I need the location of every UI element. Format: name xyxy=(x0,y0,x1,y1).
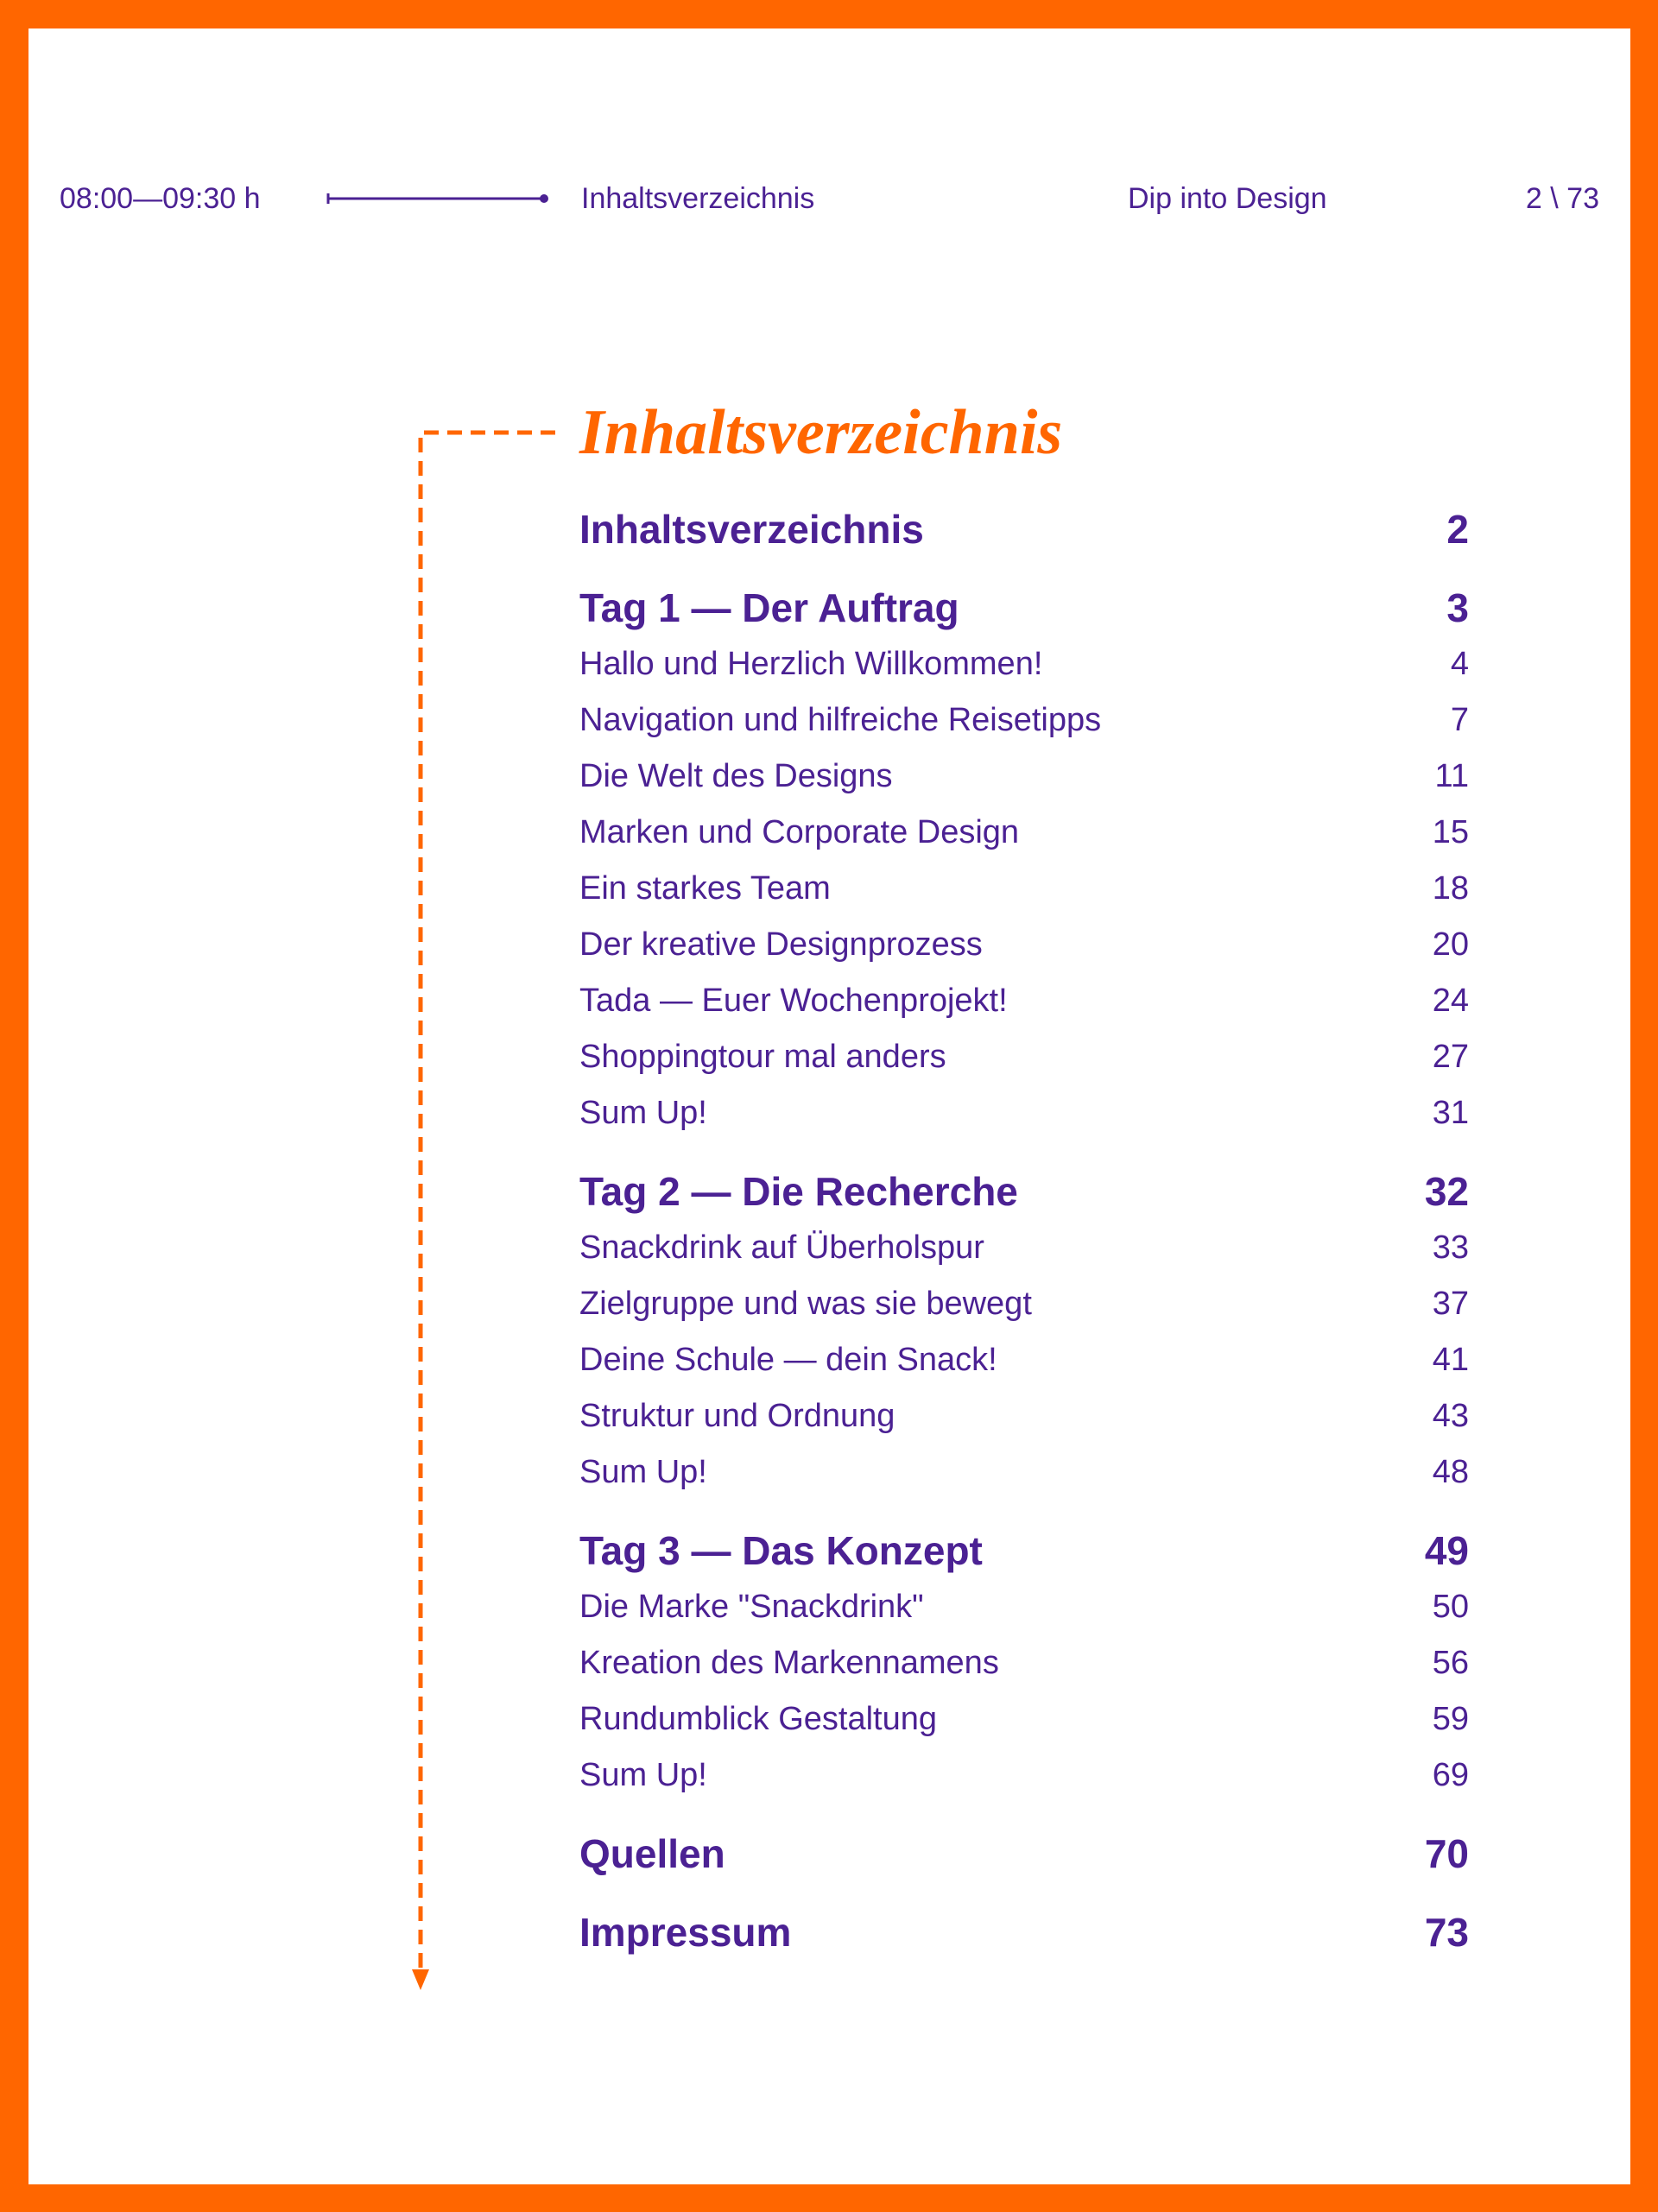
toc-entry-row xyxy=(579,749,1469,805)
toc-entry-page-number: 70 xyxy=(1424,1831,1469,1876)
toc-entry-page-number: 59 xyxy=(1432,1701,1469,1737)
toc-chapter-row xyxy=(579,1523,1469,1579)
toc-entry-page-number: 11 xyxy=(1434,758,1469,794)
toc-entry-page-number: 33 xyxy=(1432,1229,1469,1266)
toc-entry-page-number: 4 xyxy=(1450,646,1469,682)
toc-entry-label: Kreation des Markennamens xyxy=(579,1645,999,1681)
toc-entry-row xyxy=(579,1388,1469,1444)
toc-entry-row xyxy=(579,973,1469,1029)
toc-entry-label: Tag 1 — Der Auftrag xyxy=(579,585,959,630)
toc-entry-label: Zielgruppe und was sie bewegt xyxy=(579,1286,1032,1322)
toc-entry-label: Struktur und Ordnung xyxy=(579,1398,895,1434)
toc-entry-page-number: 20 xyxy=(1432,926,1469,963)
toc-entry-page-number: 31 xyxy=(1432,1095,1469,1131)
toc-chapter-row xyxy=(579,502,1469,558)
toc-entry-page-number: 41 xyxy=(1432,1342,1469,1378)
toc-entry-label: Tag 2 — Die Recherche xyxy=(579,1169,1018,1214)
toc-entry-row xyxy=(579,1691,1469,1747)
toc-entry-label: Der kreative Designprozess xyxy=(579,926,983,963)
toc-entry-label: Sum Up! xyxy=(579,1095,707,1131)
toc-entry-row xyxy=(579,861,1469,917)
toc-entry-label: Tada — Euer Wochenprojekt! xyxy=(579,983,1008,1019)
toc-entry-label: Shoppingtour mal anders xyxy=(579,1039,946,1075)
toc-entry-page-number: 3 xyxy=(1446,585,1469,630)
toc-entry-label: Die Welt des Designs xyxy=(579,758,893,794)
toc-entry-label: Navigation und hilfreiche Reisetipps xyxy=(579,702,1102,738)
toc-entry-row xyxy=(579,917,1469,973)
toc-entry-page-number: 37 xyxy=(1432,1286,1469,1322)
toc-entry-label: Ein starkes Team xyxy=(579,870,831,907)
header-page-counter: 2 \ 73 xyxy=(1525,182,1599,215)
toc-entry-row xyxy=(579,805,1469,861)
toc-entry-row xyxy=(579,1635,1469,1691)
toc-entry-row xyxy=(579,1579,1469,1635)
toc-entry-label: Tag 3 — Das Konzept xyxy=(579,1528,983,1573)
toc-heading: Inhaltsverzeichnis xyxy=(579,397,1063,468)
toc-entry-row xyxy=(579,1029,1469,1085)
toc-entry-page-number: 56 xyxy=(1432,1645,1469,1681)
toc-entry-page-number: 50 xyxy=(1432,1589,1469,1625)
toc-entry-row xyxy=(579,1220,1469,1276)
toc-entry-page-number: 73 xyxy=(1424,1910,1469,1955)
header-document-title: Dip into Design xyxy=(1128,182,1327,215)
toc-entry-label: Impressum xyxy=(579,1910,792,1955)
toc-entry-row xyxy=(579,1276,1469,1332)
toc-entry-page-number: 32 xyxy=(1424,1169,1469,1214)
toc-entry-label: Rundumblick Gestaltung xyxy=(579,1701,937,1737)
toc-entry-page-number: 18 xyxy=(1432,870,1469,907)
toc-entry-page-number: 7 xyxy=(1450,702,1469,738)
toc-entry-page-number: 24 xyxy=(1432,983,1469,1019)
toc-entry-page-number: 15 xyxy=(1432,814,1469,850)
toc-entry-label: Quellen xyxy=(579,1831,725,1876)
toc-entry-row xyxy=(579,1332,1469,1388)
toc-entry-page-number: 69 xyxy=(1432,1757,1469,1793)
toc-entry-row xyxy=(579,1085,1469,1141)
toc-entry-page-number: 49 xyxy=(1424,1528,1469,1573)
document-page xyxy=(28,28,1630,2184)
header-section: Inhaltsverzeichnis xyxy=(581,182,815,215)
toc-entry-label: Snackdrink auf Überholspur xyxy=(579,1229,984,1266)
toc-entry-row xyxy=(579,1444,1469,1501)
toc-entry-label: Marken und Corporate Design xyxy=(579,814,1020,850)
toc-chapter-row xyxy=(579,1164,1469,1220)
toc-entry-row xyxy=(579,636,1469,692)
toc-chapter-row xyxy=(579,580,1469,636)
toc-entry-page-number: 27 xyxy=(1432,1039,1469,1075)
toc-entry-label: Sum Up! xyxy=(579,1454,707,1490)
toc-entry-page-number: 48 xyxy=(1432,1454,1469,1490)
toc-entry-page-number: 2 xyxy=(1446,507,1469,552)
toc-entry-row xyxy=(579,692,1469,749)
toc-entry-label: Sum Up! xyxy=(579,1757,707,1793)
toc-entry-page-number: 43 xyxy=(1432,1398,1469,1434)
table-of-contents xyxy=(579,502,1469,1961)
header-time: 08:00—09:30 h xyxy=(60,182,261,215)
toc-entry-label: Die Marke "Snackdrink" xyxy=(579,1589,924,1625)
dashed-arrow-down-icon xyxy=(408,400,598,1997)
toc-chapter-row xyxy=(579,1905,1469,1961)
timeline-line-icon xyxy=(326,190,551,207)
toc-chapter-row xyxy=(579,1826,1469,1882)
toc-entry-label: Inhaltsverzeichnis xyxy=(579,507,924,552)
toc-entry-label: Deine Schule — dein Snack! xyxy=(579,1342,997,1378)
toc-entry-row xyxy=(579,1747,1469,1804)
toc-entry-label: Hallo und Herzlich Willkommen! xyxy=(579,646,1043,682)
